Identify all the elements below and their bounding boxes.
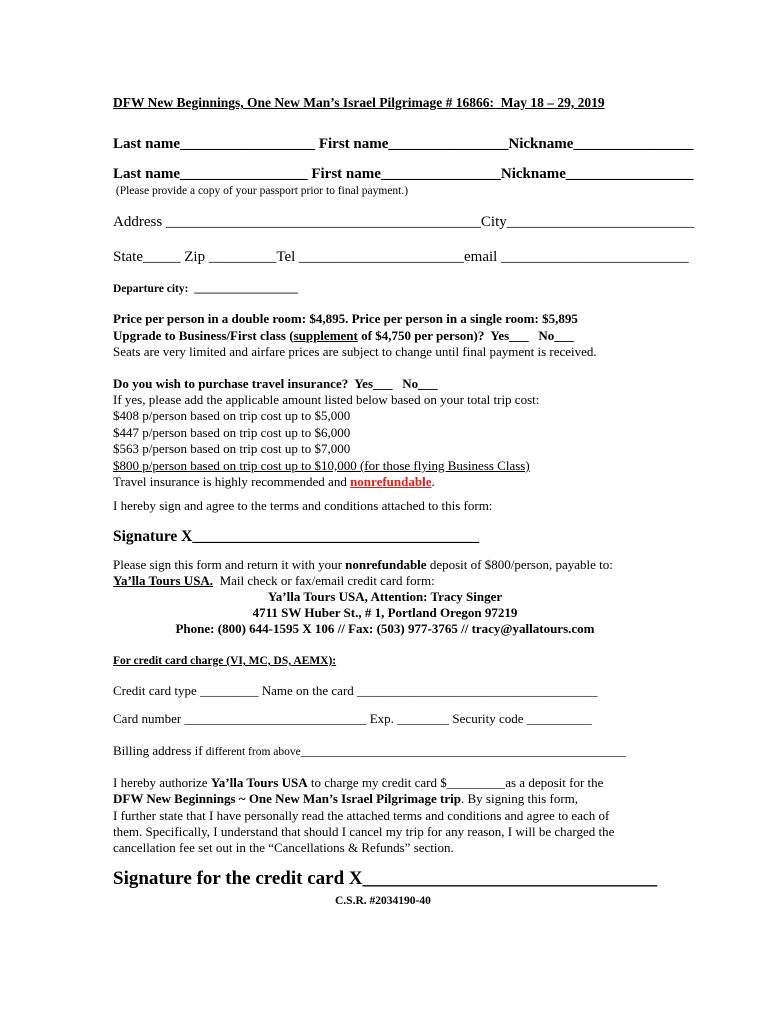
form-title: DFW New Beginnings, One New Man’s Israel Pilgrimage # 16866: May 18 – 29, 2019 bbox=[113, 95, 605, 110]
authorization-line-3: I further state that I have personally read the attached terms and conditions and agree to each of bbox=[113, 808, 610, 823]
state-zip-tel-email-line[interactable]: State_____ Zip _________Tel ______________________email _________________________ bbox=[113, 249, 689, 265]
address-city-line[interactable]: Address __________________________________________City_________________________ bbox=[113, 214, 695, 230]
insurance-tier-2: $447 p/person based on trip cost up to $6,000 bbox=[113, 425, 351, 440]
card-number-exp-security-line[interactable]: Card number ____________________________ Exp. ________ Security code __________ bbox=[113, 711, 592, 726]
company-attention: Ya’lla Tours USA, Attention: Tracy Singer bbox=[267, 589, 503, 604]
deposit-instructions: Please sign this form and return it with your nonrefundable deposit of $800/person, payable to: bbox=[113, 557, 613, 572]
authorization-line-1[interactable]: I hereby authorize Ya’lla Tours USA to charge my credit card $_________as a deposit for the bbox=[113, 775, 604, 790]
name-line-2[interactable]: Last name_________________ First name________________Nickname_________________ bbox=[113, 166, 694, 182]
insurance-tier-1: $408 p/person based on trip cost up to $5,000 bbox=[113, 408, 351, 423]
company-phone-fax-email: Phone: (800) 644-1595 X 106 // Fax: (503) 977-3765 // tracy@yallatours.com bbox=[175, 621, 595, 636]
signature-line[interactable]: Signature X_____________________________________ bbox=[113, 528, 480, 545]
mail-instructions: Ya’lla Tours USA. Mail check or fax/email credit card form: bbox=[113, 573, 435, 588]
insurance-instructions: If yes, please add the applicable amount listed below based on your total trip cost: bbox=[113, 392, 540, 407]
credit-card-signature-line[interactable]: Signature for the credit card X_______________________________ bbox=[113, 868, 658, 889]
insurance-recommendation: Travel insurance is highly recommended and nonrefundable. bbox=[113, 474, 435, 489]
card-type-name-line[interactable]: Credit card type _________ Name on the card _____________________________________ bbox=[113, 683, 598, 698]
authorization-line-5: cancellation fee set out in the “Cancellations & Refunds” section. bbox=[113, 840, 454, 855]
authorization-line-4: them. Specifically, I understand that should I cancel my trip for any reason, I will be charged the bbox=[113, 824, 615, 839]
name-line-1[interactable]: Last name__________________ First name________________Nickname________________ bbox=[113, 136, 694, 152]
insurance-tier-3: $563 p/person based on trip cost up to $7,000 bbox=[113, 441, 351, 456]
billing-address-line[interactable]: Billing address if different from above__________________________________________________ bbox=[113, 743, 626, 758]
agreement-statement: I hereby sign and agree to the terms and conditions attached to this form: bbox=[113, 498, 493, 513]
seats-limited-note: Seats are very limited and airfare prices are subject to change until final payment is received. bbox=[113, 344, 597, 359]
insurance-question[interactable]: Do you wish to purchase travel insurance? Yes___ No___ bbox=[113, 376, 438, 391]
company-address: 4711 SW Huber St., # 1, Portland Oregon 97219 bbox=[252, 605, 518, 620]
insurance-tier-4: $800 p/person based on trip cost up to $10,000 (for those flying Business Class) bbox=[113, 458, 530, 473]
upgrade-line[interactable]: Upgrade to Business/First class (supplement of $4,750 per person)? Yes___ No___ bbox=[113, 328, 574, 343]
authorization-line-2: DFW New Beginnings ~ One New Man’s Israel Pilgrimage trip. By signing this form, bbox=[113, 791, 579, 806]
room-prices: Price per person in a double room: $4,895. Price per person in a single room: $5,895 bbox=[113, 311, 578, 326]
departure-city-line[interactable]: Departure city: __________________ bbox=[113, 283, 298, 295]
credit-card-heading: For credit card charge (VI, MC, DS, AEMX): bbox=[113, 655, 337, 667]
csr-number: C.S.R. #2034190-40 bbox=[335, 895, 431, 907]
passport-note: (Please provide a copy of your passport prior to final payment.) bbox=[113, 185, 409, 197]
